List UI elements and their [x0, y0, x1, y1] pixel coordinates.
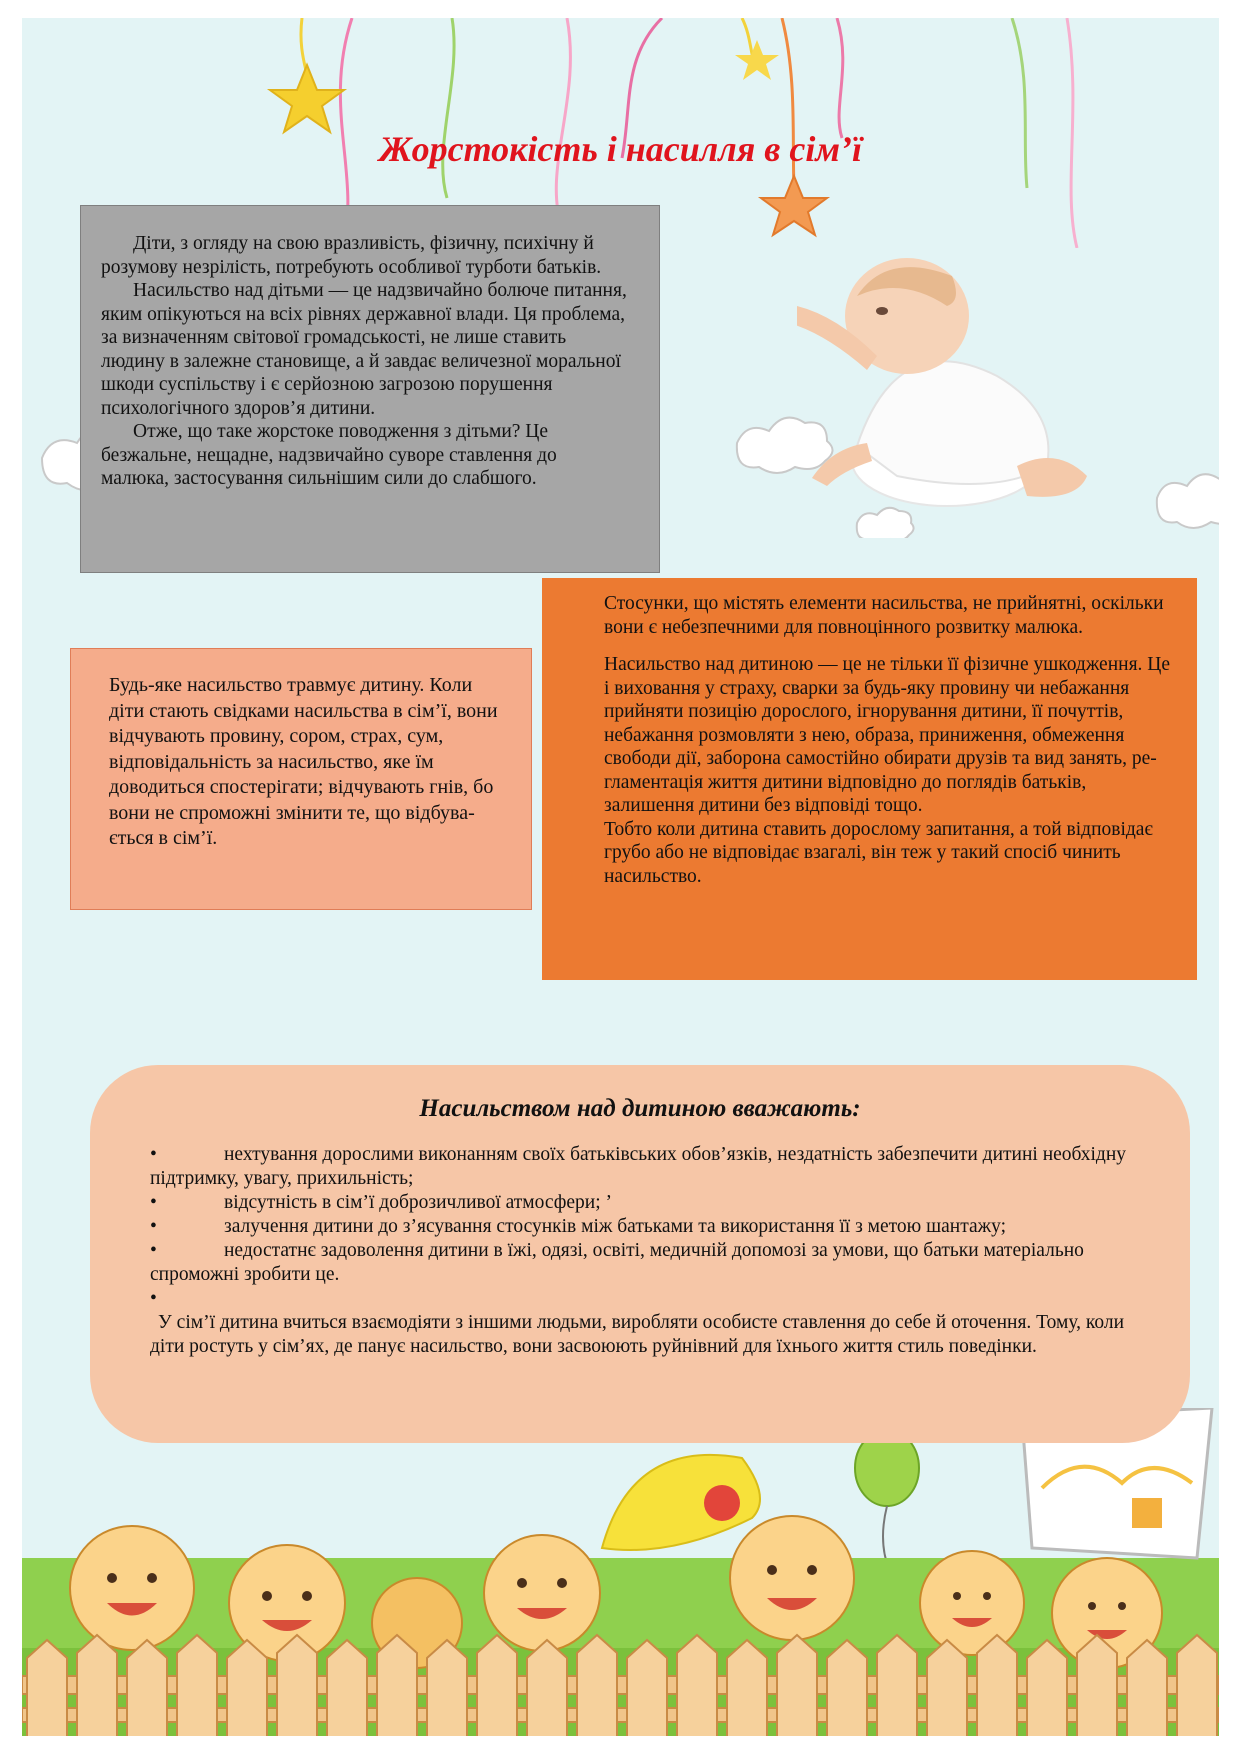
bullet-mark: •: [150, 1144, 157, 1165]
violence-criteria-box: [90, 1065, 1190, 1443]
gray-note-paragraph: Отже, що таке жорстоке поводження з дітьми? Це безжальне, нещадне, надзвичайно суворе ставлення до малюка, застосування сильнішим сили до слабшого.: [101, 421, 557, 489]
crawling-baby-illustration: [797, 256, 1127, 516]
salmon-note-box: [70, 648, 532, 910]
criteria-heading: Насильством над дитиною вважають:: [419, 1095, 861, 1122]
list-item: [150, 1143, 1130, 1191]
list-item-text: залучення дитини до з’ясування стосунків між батьками та використання її з метою шантажу;: [224, 1216, 1006, 1237]
children-behind-fence-illustration: [22, 1408, 1219, 1736]
orange-note-paragraph: Тобто коли дитина ставить дорослому запитання, а той відповідає грубо або не відповідає взагалі, він теж у такий спосіб чинить насильство.: [604, 818, 1153, 887]
bullet-mark: •: [150, 1240, 157, 1261]
list-item: [150, 1191, 1130, 1215]
orange-note-box: [542, 578, 1197, 980]
list-item: [150, 1287, 1130, 1311]
salmon-note-text: Будь-яке насильство травмує дитину. Коли діти стають свідками насильства в сім’ї, вони відчувають провину, сором, страх, сум, відповідальність за насильство, яке їм доводиться спостерігати; відчувають гнів, бо вони не спроможні змінити те, що відбува-ється в сім’ї.: [109, 674, 498, 849]
criteria-list: [150, 1143, 1130, 1311]
bullet-mark: •: [150, 1192, 157, 1213]
criteria-closing-text: У сім’ї дитина вчиться взаємодіяти з іншими людьми, виробляти особисте ставлення до себе й оточення. Тому, коли діти ростуть у сім’ях, де панує насильство, вони засвоюють руйнівний для їхнього життя стиль поведінки.: [150, 1312, 1125, 1357]
list-item: [150, 1239, 1130, 1287]
list-item-text: відсутність в сім’ї доброзичливої атмосфери; ’: [224, 1192, 613, 1213]
gray-note-box: [80, 205, 660, 573]
gray-note-paragraph: Насильство над дітьми — це надзвичайно болюче питання, яким опікуються на всіх рівнях державної влади. Ця проблема, за визначенням світової громадськості, не лише ставить людину в залежне становище, а й завдає величезної моральної шкоди суспільству і є серйозною загрозою порушення психологічного здоров’я дитини.: [101, 280, 627, 419]
list-item: [150, 1215, 1130, 1239]
orange-note-paragraph: Стосунки, що містять елементи насильства, не прийнятні, оскільки вони є небезпечними для повноцінного розвитку малюка.: [604, 593, 1164, 638]
page-title: Жорстокість і насилля в сім’ї: [379, 129, 862, 169]
bullet-mark: •: [150, 1216, 157, 1237]
gray-note-paragraph: Діти, з огляду на свою вразливість, фізичну, психічну й розумову незрілість, потребують особливої турботи батьків.: [101, 233, 602, 278]
list-item-text: нехтування дорослими виконанням своїх батьківських обов’язків, нездатність забезпечити дитині необхідну підтримку, увагу, прихильність;: [150, 1144, 1127, 1189]
bullet-mark: •: [150, 1288, 157, 1309]
list-item-text: недостатнє задоволення дитини в їжі, одязі, освіті, медичній допомозі за умови, що батьки матеріально спроможні зробити це.: [150, 1240, 1084, 1285]
orange-note-paragraph: Насильство над дитиною — це не тільки її фізичне ушкодження. Це і виховання у страху, сварки за будь-яку провину чи небажання прийняти позицію дорослого, ігнорування дитини, її почуттів, небажання розмовляти з нею, образа, приниження, обмеження свободи дії, заборона самостійно обирати друзів та вид занять, ре-гламентація життя дитини відповідно до поглядів батьків, залишення дитини без відповіді тощо.: [604, 654, 1171, 816]
